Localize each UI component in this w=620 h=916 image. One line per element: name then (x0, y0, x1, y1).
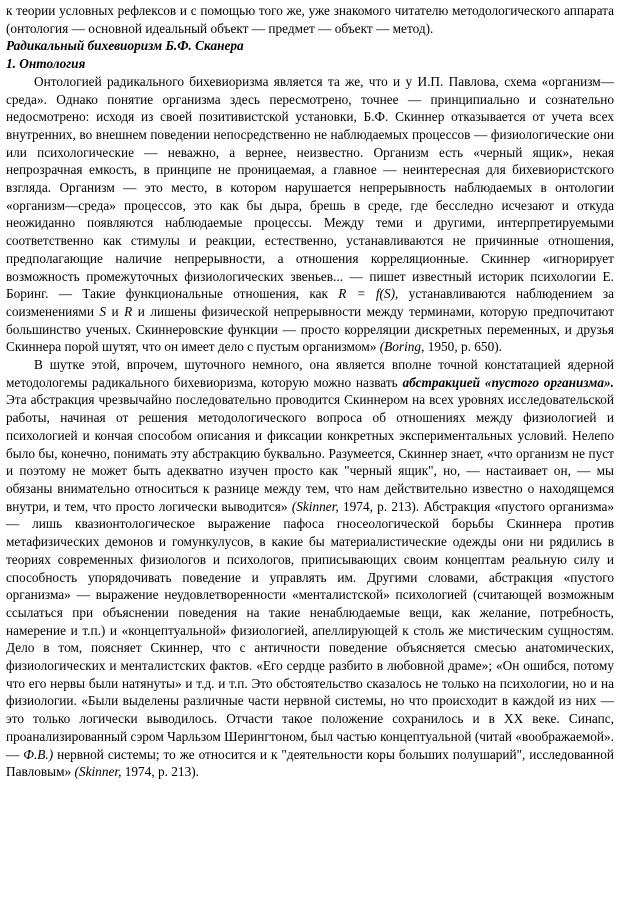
paragraph-empty-organism (6, 356, 614, 781)
paragraph-ontology (6, 73, 614, 356)
variable-r: R (124, 303, 133, 319)
paragraph-text: 1974, р. 213). Абстракция «пустого организма» — лишь квазионтологическое выражение пафоса гносеологической борьбы Скиннера против метафизических демонов и гомункулусов, в какие бы материалистические одежды они ни рядились в теориях современных физиологов и психологов, приписывающих своим концептам реальную силу и способность упорядочивать поведение и управлять им. Другими словами, абстракция «пустого организма» — выражение неудовлетворенности «менталистской» психологией (считающей возможным ссылаться при объяснении поведения на такие ненаблюдаемые вещи, как желание, потребность, намерение и т.п.) и «концептуальной» физиологией, апеллирующей к столь же мистическим сущностям. Дело в том, поясняет Скиннер, что с античности поведение объясняется смесью анатомических, физиологических и менталистских фактов. «Его сердце разбито в любовной драме»; «Он ошибся, потому что его нервы были натянуты» и т.д. и т.п. Это обстоятельство сказалось не только на психологии, но и на физиологии. «Были выделены различные части нервной системы, но что происходит в каждой из них — это только логически выводилось. Отчасти такое положение сохранилось и в XX веке. Синапс, проанализированный сэром Чарльзом Шерингтоном, был частью концептуальной (читай «воображаемой». — (6, 498, 614, 762)
paragraph-text: и лишены физической непрерывности между терминами, которую предпочитают большинство ученых. Скиннеровские функции — просто корреляции дискретных переменных, и друзья Скиннера порой шутят, что он имеет дело с пустым организмом» (6, 303, 615, 355)
paragraph-text: и (106, 303, 125, 319)
variable-s: S (99, 303, 107, 319)
formula: R = f(S), (338, 286, 399, 302)
paragraph-text: В шутке этой, впрочем, шуточного немного, она является вполне точной констатацией ядерной методологемы радикального бихевиоризма, которую можно назвать (6, 357, 614, 390)
chapter-heading: Радикальный бихевиоризм Б.Ф. Сканера (6, 38, 244, 54)
author-initials: Ф.В.) (23, 746, 54, 762)
citation-rest: 1950, р. 650). (424, 339, 502, 355)
citation-rest: 1974, р. 213). (121, 764, 199, 780)
citation-author: (Boring, (379, 339, 425, 355)
citation-author: (Skinner, (291, 498, 339, 514)
paragraph-text: устанавливаются наблюдением за соизменениями (6, 286, 614, 319)
paragraph-text: нервной системы; то же относится и к "деятельности коры больших полушарий", исследованной Павловым» (6, 746, 614, 780)
paragraph-text: Онтологией радикального бихевиоризма является та же, что и у И.П. Павлова, схема «организм—среда». Однако понятие организма здесь пересмотрено, точнее — принципиально и сознательно недосмотрено: исходя из своей позитивистской установки, Б.Ф. Скиннер отказывается от учета всех внутренних, во внешнем поведении непосредственно не наблюдаемых процессов — физиологические они или психологические — неважно, а вернее, неизвестно. Организм есть «черный ящик», некая непрозрачная емкость, в принципе не проницаемая, а главное — неинтересная для бихевиористского взгляда. Организм — это место, в котором нарушается непрерывность наблюдаемых в онтологии «организм—среда» процессов, это как бы дыра, брешь в среде, где бесследно исчезают и откуда неожиданно появляются наблюдаемые процессы. Между теми и другими, интерпретируемыми соответственно как стимулы и реакции, естественно, устанавливаются не причинные отношения, предполагающие наличие непрерывности, а отношения корреляционные. Скиннер «игнорирует возможность промежуточных физиологических звеньев... — пишет известный историк психологии Е. Боринг. — Такие функциональные отношения, как (6, 73, 614, 302)
section-heading: 1. Онтология (6, 56, 86, 72)
key-term: абстракцией «пустого организма». (402, 374, 615, 390)
intro-paragraph: к теории условных рефлексов и с помощью того же, уже знакомого читателю методологического аппарата (онтология — основной идеальный объект — предмет — объект — метод). (6, 3, 614, 36)
citation-author: (Skinner, (74, 764, 122, 780)
paragraph-text: Эта абстракция чрезвычайно последовательно проводится Скиннером на всех уровнях исследовательской работы, начиная от решения методологического вопроса об отношениях между физиологией и психологией и кончая способом описания и фиксации конкретных экспериментальных условий. Нелепо было бы, конечно, понимать эту абстракцию буквально. Разумеется, Скиннер знает, «что организм не пуст и поэтому не может быть адекватно изучен просто как "черный ящик", но, — настаивает он, — мы обязаны внимательно относиться к разнице между тем, что нам действительно известно о находящемся внутри, и тем, что просто логически выводится» (6, 392, 614, 514)
